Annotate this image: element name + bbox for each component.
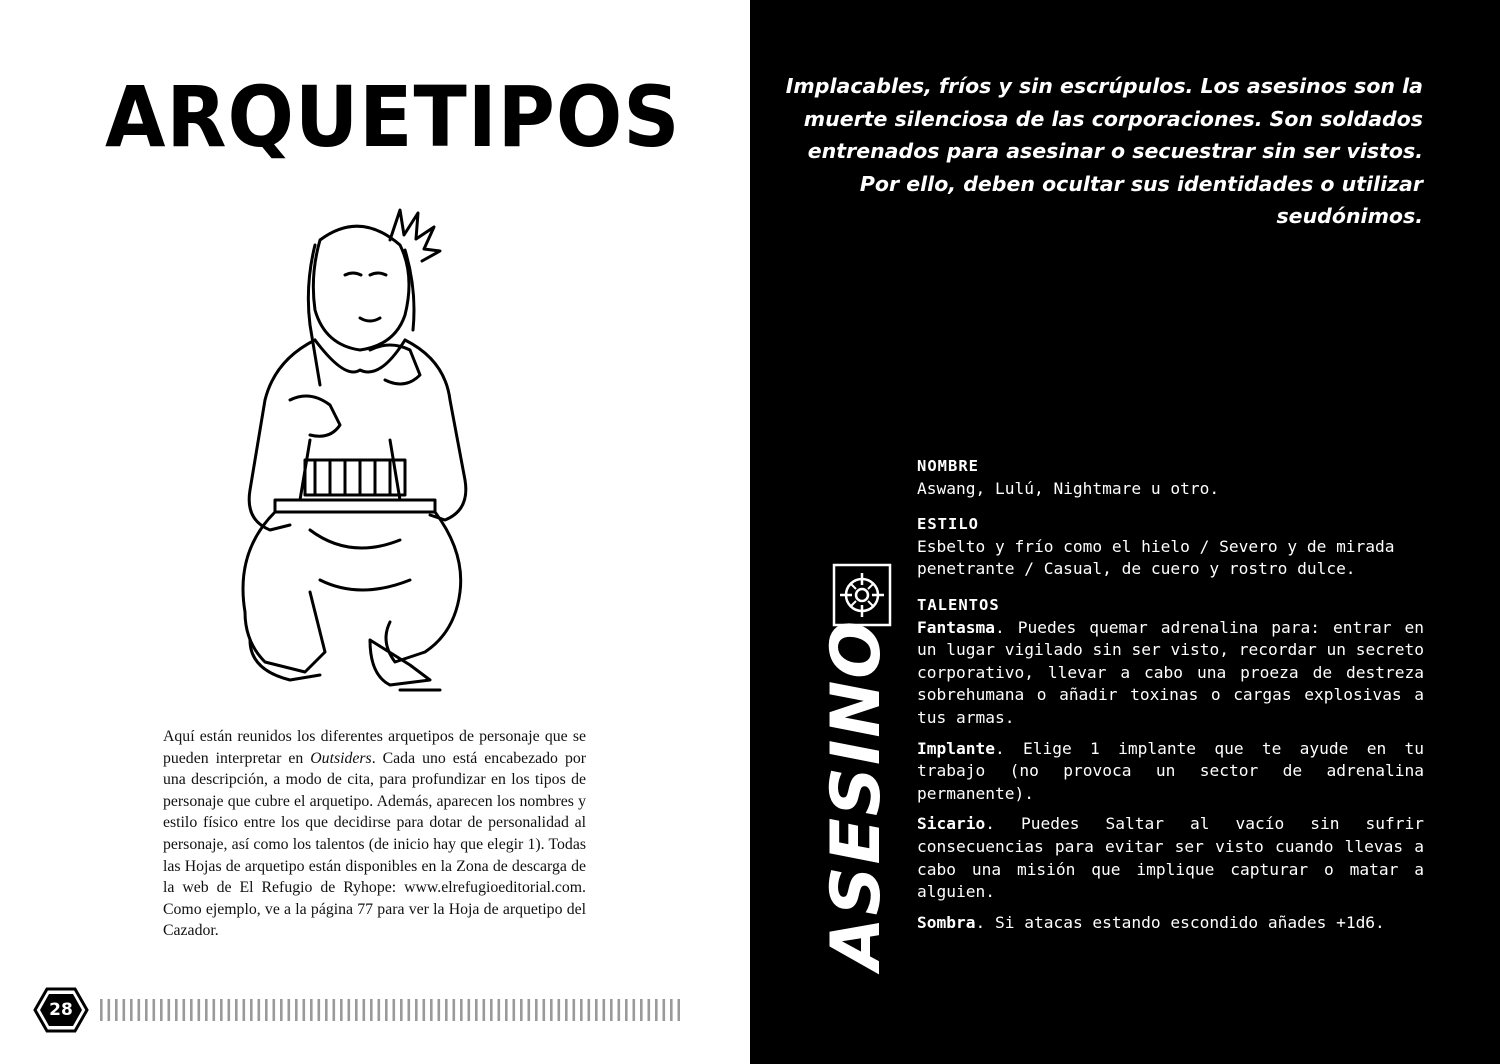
talentos-label: TALENTOS [917, 595, 1000, 614]
estilo-value: Esbelto y frío como el hielo / Severo y de mirada penetrante / Casual, de cuero y rostro dulce. [917, 536, 1395, 579]
tick-mark [198, 999, 201, 1021]
estilo-label: ESTILO [917, 515, 979, 534]
tick-mark [370, 999, 373, 1021]
tick-mark [520, 999, 523, 1021]
tick-mark [468, 999, 471, 1021]
page-number-badge [33, 987, 89, 1033]
tick-mark [580, 999, 583, 1021]
tick-mark [145, 999, 148, 1021]
tick-mark [588, 999, 591, 1021]
right-page [750, 0, 1500, 1064]
talento-item: Sicario. Puedes Saltar al vacío sin sufrir consecuencias para evitar ser visto cuando llevas a cabo una misión que implique capturar o matar a alguien. [917, 814, 1424, 902]
tick-mark [213, 999, 216, 1021]
tick-mark [543, 999, 546, 1021]
tick-mark [633, 999, 636, 1021]
tick-mark [318, 999, 321, 1021]
tick-mark [280, 999, 283, 1021]
tick-mark [625, 999, 628, 1021]
tick-mark [603, 999, 606, 1021]
tick-mark [303, 999, 306, 1021]
tick-mark [415, 999, 418, 1021]
tick-mark [243, 999, 246, 1021]
tick-mark [648, 999, 651, 1021]
tick-mark [175, 999, 178, 1021]
page-title: ARQUETIPOS [105, 68, 681, 166]
tick-mark [288, 999, 291, 1021]
tick-mark [550, 999, 553, 1021]
tick-mark [655, 999, 658, 1021]
tick-mark [220, 999, 223, 1021]
tick-mark [400, 999, 403, 1021]
tick-mark [640, 999, 643, 1021]
tick-mark [333, 999, 336, 1021]
tick-mark [573, 999, 576, 1021]
tick-mark [393, 999, 396, 1021]
tick-mark [498, 999, 501, 1021]
tick-mark [258, 999, 261, 1021]
tick-mark [408, 999, 411, 1021]
tick-mark [490, 999, 493, 1021]
tick-mark [475, 999, 478, 1021]
tick-mark [160, 999, 163, 1021]
tick-mark [183, 999, 186, 1021]
tick-mark [663, 999, 666, 1021]
tick-mark [678, 999, 681, 1021]
tick-mark [168, 999, 171, 1021]
tick-mark [235, 999, 238, 1021]
talento-item: Sombra. Si atacas estando escondido añades +1d6. [917, 912, 1385, 932]
tick-mark [325, 999, 328, 1021]
tick-mark [295, 999, 298, 1021]
tick-mark [423, 999, 426, 1021]
tick-mark [595, 999, 598, 1021]
tick-mark [505, 999, 508, 1021]
nombre-label: NOMBRE [917, 457, 979, 475]
tick-mark [460, 999, 463, 1021]
archetype-name: ASESINO [817, 618, 896, 970]
talento-item: Fantasma. Puedes quemar adrenalina para: entrar en un lugar vigilado sin ser visto, recordar un secreto corporativo, llevar a cabo una proeza de destreza sobrehumana o añadir toxinas o cargas explosivas a tus armas. [917, 617, 1424, 727]
tick-mark [385, 999, 388, 1021]
tick-mark [438, 999, 441, 1021]
tick-mark [205, 999, 208, 1021]
tick-mark [250, 999, 253, 1021]
tick-mark [123, 999, 126, 1021]
tick-mark [430, 999, 433, 1021]
tick-mark [528, 999, 531, 1021]
tick-mark [513, 999, 516, 1021]
tick-mark [670, 999, 673, 1021]
tick-mark [355, 999, 358, 1021]
tick-mark [618, 999, 621, 1021]
tick-mark [138, 999, 141, 1021]
tick-mark [115, 999, 118, 1021]
tick-mark [348, 999, 351, 1021]
tick-mark [100, 999, 103, 1021]
tick-mark [453, 999, 456, 1021]
tick-mark [535, 999, 538, 1021]
tick-mark [363, 999, 366, 1021]
tick-mark [130, 999, 133, 1021]
tick-mark [273, 999, 276, 1021]
tick-mark [483, 999, 486, 1021]
tick-mark [445, 999, 448, 1021]
archetype-details [917, 455, 1424, 942]
decorative-ticks [100, 999, 680, 1021]
tick-mark [228, 999, 231, 1021]
talento-item: Implante. Elige 1 implante que te ayude en tu trabajo (no provoca un sector de adrenalina permanente). [917, 738, 1424, 803]
tick-mark [565, 999, 568, 1021]
crosshair-icon [832, 563, 892, 627]
archetype-quote: Implacables, fríos y sin escrúpulos. Los asesinos son la muerte silenciosa de las corporaciones. Son soldados entrenados para asesinar o secuestrar sin ser vistos. Por ello, deben ocultar sus identidades o utilizar seudónimos. [785, 74, 1423, 228]
tick-mark [310, 999, 313, 1021]
tick-mark [558, 999, 561, 1021]
tick-mark [610, 999, 613, 1021]
tick-mark [153, 999, 156, 1021]
tick-mark [378, 999, 381, 1021]
kneeling-woman-illustration-icon [220, 200, 480, 700]
intro-paragraph: Aquí están reunidos los diferentes arquetipos de personaje que se pueden interpretar en Outsiders. Cada uno está encabezado por una descripción, a modo de cita, para profundizar en los tipos de personaje que cubre el arquetipo. Además, aparecen los nombres y estilo físico entre los que decidirse para dotar de personalidad al personaje, así como los talentos (de inicio hay que elegir 1). Todas las Hojas de arquetipo están disponibles en la Zona de descarga de la web de El Refugio de Ryhope: www.elrefugioeditorial.com. Como ejemplo, ve a la página 77 para ver la Hoja de arquetipo del Cazador. [163, 728, 586, 940]
tick-mark [265, 999, 268, 1021]
tick-mark [108, 999, 111, 1021]
nombre-value: Aswang, Lulú, Nightmare u otro. [917, 478, 1220, 498]
tick-mark [340, 999, 343, 1021]
tick-mark [190, 999, 193, 1021]
page-number: 28 [49, 1000, 73, 1020]
